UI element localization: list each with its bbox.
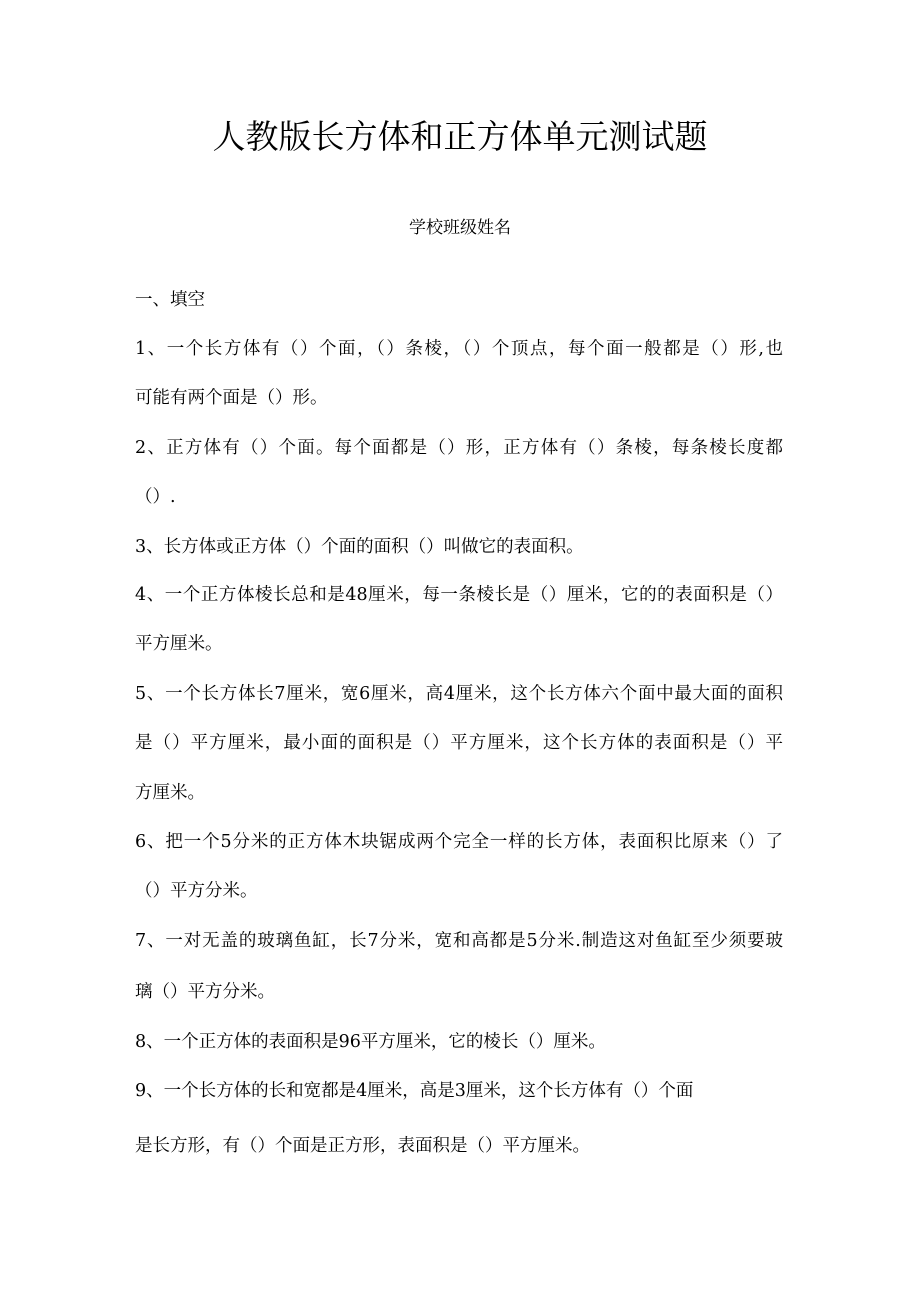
question-5-line-1: 5、一个长方体长7厘米，宽6厘米，高4厘米，这个长方体六个面中最大面的面积	[135, 684, 783, 704]
question-3: 3、长方体或正方体（）个面的面积（）叫做它的表面积。	[135, 537, 584, 557]
question-7-line-1: 7、一对无盖的玻璃鱼缸，长7分米，宽和高都是5分米.制造这对鱼缸至少须要玻	[135, 931, 783, 951]
question-9-line-1: 9、一个长方体的长和宽都是4厘米，高是3厘米，这个长方体有（）个面	[135, 1081, 694, 1101]
section-heading: 一、填空	[135, 290, 205, 310]
question-1-line-1: 1、一个长方体有（）个面，（）条棱，（）个顶点，每个面一般都是（）形,也	[135, 339, 783, 359]
question-5-line-2: 是（）平方厘米，最小面的面积是（）平方厘米，这个长方体的表面积是（）平	[135, 733, 783, 753]
question-1-line-2: 可能有两个面是（）形。	[135, 388, 328, 408]
question-5-line-3: 方厘米。	[135, 783, 205, 803]
question-7-line-2: 璃（）平方分米。	[135, 982, 275, 1002]
school-class-name-line: 学校班级姓名	[409, 218, 511, 238]
question-2-line-1: 2、正方体有（）个面。每个面都是（）形，正方体有（）条棱，每条棱长度都	[135, 438, 783, 458]
question-4-line-2: 平方厘米。	[135, 634, 223, 654]
question-6-line-1: 6、把一个5分米的正方体木块锯成两个完全一样的长方体，表面积比原来（）了	[135, 832, 783, 852]
page-title: 人教版长方体和正方体单元测试题	[212, 117, 708, 156]
question-9-line-2: 是长方形，有（）个面是正方形，表面积是（）平方厘米。	[135, 1136, 590, 1156]
question-2-line-2: （）.	[135, 487, 176, 507]
question-6-line-2: （）平方分米。	[135, 881, 258, 901]
question-4-line-1: 4、一个正方体棱长总和是48厘米，每一条棱长是（）厘米，它的的表面积是（）	[135, 585, 783, 605]
question-8: 8、一个正方体的表面积是96平方厘米，它的棱长（）厘米。	[135, 1032, 606, 1052]
